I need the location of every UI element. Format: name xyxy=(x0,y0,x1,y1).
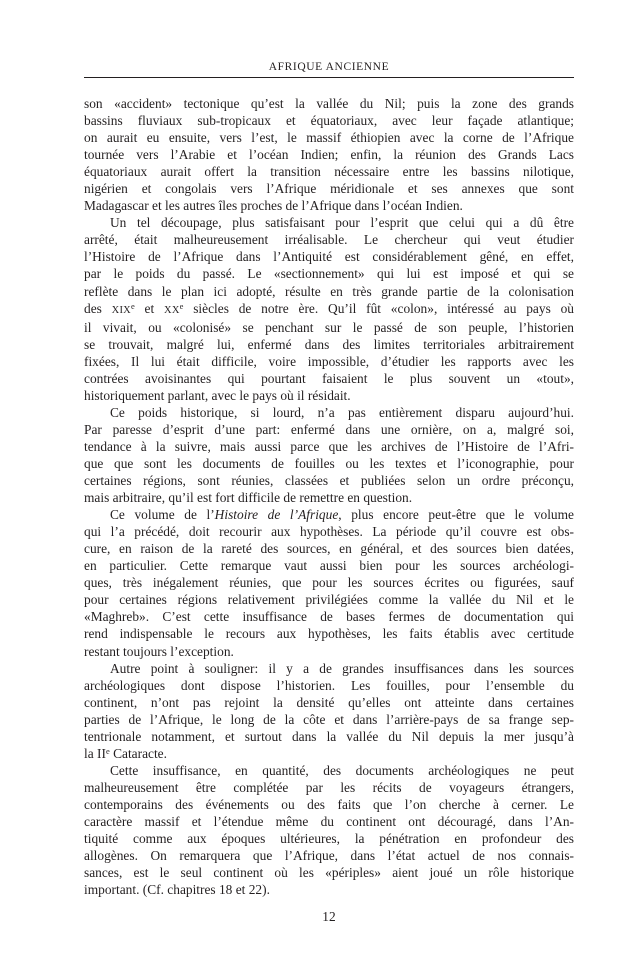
paragraph-4 xyxy=(84,506,574,659)
text-line: équatoriaux aurait offert la transition nécessaire entre les bassins nilotique, xyxy=(84,164,574,180)
paragraph-5 xyxy=(84,660,574,762)
text-line: contrées avoisinantes qui pourtant faisaient le plus souvent un «tout», xyxy=(84,370,574,386)
text-line: Ce poids historique, si lourd, n’a pas entièrement disparu aujourd’hui. xyxy=(110,404,574,420)
text-line: ques, très inégalement réunies, que pour les sources écrites ou figurées, sauf xyxy=(84,575,574,591)
text-line: en particulier. Cette remarque vaut aussi bien pour les sources archéologi- xyxy=(84,558,574,574)
text-line: archéologiques dont dispose l’historien. Les fouilles, pour l’ensemble du xyxy=(84,677,574,693)
italic-book-title: Histoire de l’Afrique xyxy=(214,507,339,523)
text-line: nigérien et congolais vers l’Afrique méridionale et ses annexes que sont xyxy=(84,181,574,197)
text-fragment: et xyxy=(134,300,165,316)
text-line: Un tel découpage, plus satisfaisant pour l’esprit que celui qui a dû être xyxy=(110,215,574,231)
superscript: e xyxy=(105,745,110,756)
text-line: il vivait, ou «colonisé» se penchant sur le passé de son peuple, l’historien xyxy=(84,319,574,335)
text-line: son «accident» tectonique qu’est la vallée du Nil; puis la zone des grands xyxy=(84,96,574,111)
text-line: pour certaines régions relativement privilégiées comme la vallée du Nil et le xyxy=(84,592,574,608)
text-line: important. (Cf. chapitres 18 et 22). xyxy=(84,882,270,898)
text-fragment: siècles de notre ère. Qu’il fût «colon», intéressé au pays où xyxy=(183,300,574,316)
text-line: mais arbitraire, qu’il est fort difficile de remettre en question. xyxy=(84,490,413,506)
paragraph-1 xyxy=(84,95,574,214)
text-line: historiquement parlant, avec le pays où il résidait. xyxy=(84,387,351,403)
text-line: arrêté, était malheureusement irréalisable. Le chercheur qui veut étudier xyxy=(84,232,574,248)
text-line: qui l’a précédé, doit recourir aux hypothèses. La période qu’il couvre est obs- xyxy=(84,524,574,540)
text-fragment: des xyxy=(84,300,112,316)
text-line: restant toujours l’exception. xyxy=(84,643,234,659)
text-line: bassins fluviaux sub-tropicaux et équatoriaux, avec leur façade atlantique; xyxy=(84,113,574,129)
text-line: cure, en raison de la rareté des sources, en général, et des sources bien datées, xyxy=(84,541,574,557)
text-fragment: Ce volume de l’ xyxy=(110,507,215,523)
text-line: certaines régions, sont réunies, classées et publiées selon un ordre préconçu, xyxy=(84,473,574,489)
text-line-centuries xyxy=(84,300,574,319)
paragraph-3 xyxy=(84,404,574,506)
document-page xyxy=(84,0,574,968)
text-line: se trouvait, malgré lui, enfermé dans des limites territoriales arbitrairement xyxy=(84,336,574,352)
text-line: caractère massif et l’étendue même du continent ont découragé, dans l’An- xyxy=(84,813,574,829)
running-header: AFRIQUE ANCIENNE xyxy=(268,61,390,73)
text-line: parties de l’Afrique, le long de la côte et dans l’arrière-pays de sa frange sep- xyxy=(84,711,574,727)
superscript: e xyxy=(179,300,184,311)
text-line: sances, est le seul continent où les «périples» aient joué un rôle historique xyxy=(84,865,574,881)
header-rule xyxy=(84,77,574,78)
text-line: «Maghreb». C’est cette insuffisance de bases fermes de documentation qui xyxy=(84,609,574,625)
text-fragment: , plus encore peut-être que le volume xyxy=(338,507,574,523)
text-fragment: la II xyxy=(84,745,106,761)
text-line: Madagascar et les autres îles proches de l’Afrique dans l’océan Indien. xyxy=(84,198,463,214)
page-number: 12 xyxy=(322,909,336,924)
paragraph-6 xyxy=(84,762,574,898)
text-line: continent, n’ont pas rejoint la densité qu’elles ont atteinte dans certaines xyxy=(84,694,574,710)
text-line: Autre point à souligner: il y a de grandes insuffisances dans les sources xyxy=(110,660,574,676)
text-line-with-title xyxy=(84,506,574,523)
body-text xyxy=(84,95,574,898)
roman-numeral-20: XX xyxy=(164,304,180,316)
text-line: que que sont les documents de fouilles ou les textes et l’iconographie, pour xyxy=(84,455,574,471)
text-line: fixées, Il lui était difficile, voire impossible, d’étudier les rapports avec les xyxy=(84,353,574,369)
text-fragment: Cataracte. xyxy=(109,745,167,761)
text-line: tiquité comme aux époques ultérieures, la pénétration en profondeur des xyxy=(84,831,574,847)
text-line: reflète dans le plan ici adopté, résulte en très grande partie de la colonisation xyxy=(84,283,574,299)
text-line: Cette insuffisance, en quantité, des documents archéologiques ne peut xyxy=(110,762,574,778)
text-line: tentrionale notamment, et surtout dans la vallée du Nil depuis la mer jusqu’à xyxy=(84,728,574,744)
superscript: e xyxy=(130,300,135,311)
text-line: allogènes. On remarquera que l’Afrique, dans l’état actuel de nos connais- xyxy=(84,848,574,864)
text-line: tournée vers l’Arabie et l’océan Indien; enfin, la réunion des Grands Lacs xyxy=(84,147,574,163)
text-line: tendance à la suivre, mais aussi parce que les archives de l’Histoire de l’Afri- xyxy=(84,438,574,454)
text-line: Par paresse d’esprit d’une part: enfermé dans une ornière, on a, malgré soi, xyxy=(84,421,574,437)
text-line: rend indispensable le recours aux hypothèses, les faits établis avec certitude xyxy=(84,626,574,642)
roman-numeral-19: XIX xyxy=(111,304,131,316)
text-line: par le poids du passé. Le «sectionnement» qui lui est imposé et qui se xyxy=(84,266,574,282)
text-line: l’Histoire de l’Afrique dans l’Antiquité est considérablement gêné, en effet, xyxy=(84,249,574,265)
text-line: contemporains des événements ou des faits que l’on cherche à cerner. Le xyxy=(84,796,574,812)
paragraph-2 xyxy=(84,214,574,404)
text-line: malheureusement être complétée par les récits de voyageurs étrangers, xyxy=(84,779,574,795)
text-line: on aurait eu ensuite, vers l’est, le massif éthiopien avec la corne de l’Afrique xyxy=(84,130,574,146)
text-line-cataract xyxy=(84,745,574,762)
